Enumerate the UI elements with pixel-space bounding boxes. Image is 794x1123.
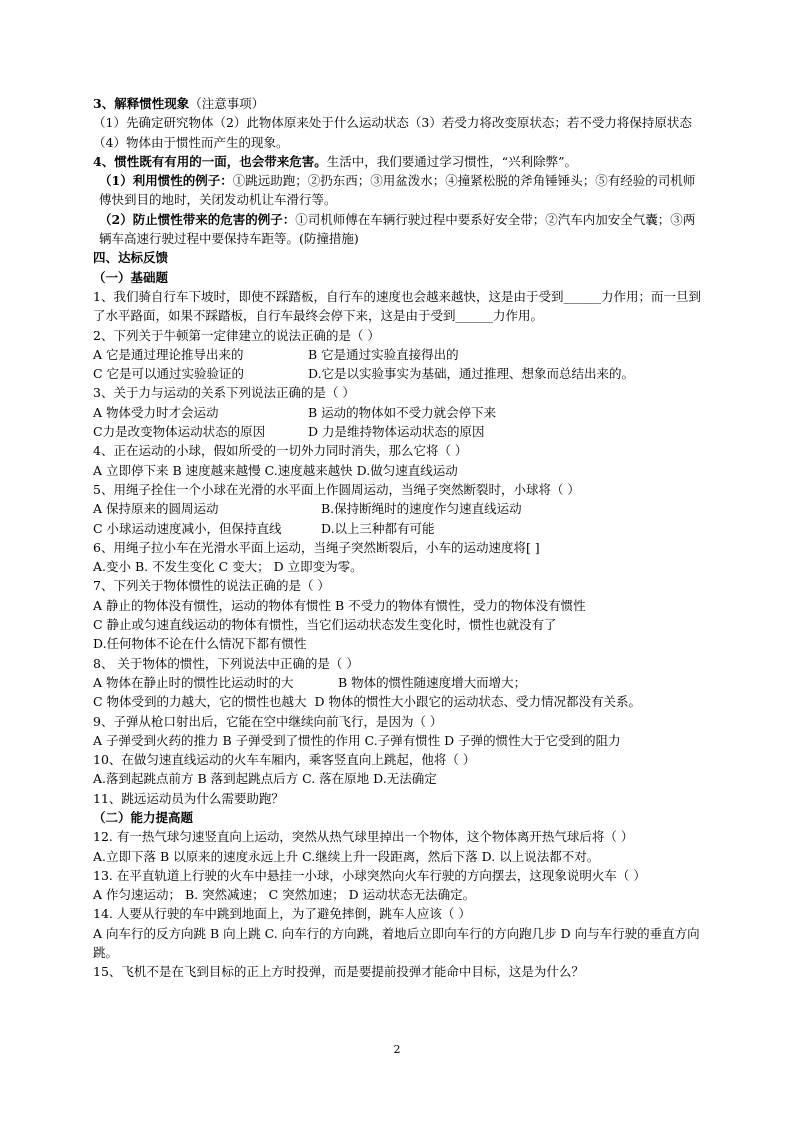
q2-option-b: B 它是通过实验直接得出的 <box>308 346 459 362</box>
basic-questions-title: （一）基础题 <box>93 269 169 285</box>
section-3-line-1: （1）先确定研究物体（2）此物体原来处于什么运动状态（3）若受力将改变原状态；若不受力将保持原状态 <box>93 115 692 131</box>
question-8-options-cd <box>93 692 705 711</box>
question-7-options-ab: A 静止的物体没有惯性，运动的物体有惯性 B 不受力的物体有惯性，受力的物体没有惯性 <box>93 597 586 613</box>
question-5-stem: 5、用绳子拴住一个小球在光滑的水平面上作圆周运动，当绳子突然断裂时，小球将（ ） <box>93 481 580 497</box>
question-7-stem: 7、下列关于物体惯性的说法正确的是（ ） <box>93 578 330 594</box>
question-2-stem: 2、下列关于牛顿第一定律建立的说法正确的是（ ） <box>93 327 380 343</box>
question-3-stem: 3、关于力与运动的关系下列说法正确的是（ ） <box>93 385 355 401</box>
question-13-options: A 作匀速运动； B. 突然减速； C 突然加速； D 运动状态无法确定。 <box>93 887 476 903</box>
question-4-stem: 4、正在运动的小球，假如所受的一切外力同时消失，那么它将（ ） <box>93 443 468 459</box>
inertia-harm-title: （2）防止惯性带来的危害的例子： <box>99 211 296 227</box>
q8-option-b: B 物体的惯性随速度增大而增大； <box>338 674 527 690</box>
q5-option-c: C 小球运动速度减小，但保持直线 <box>93 520 282 536</box>
page-number: 2 <box>393 1043 401 1056</box>
document-body <box>93 94 705 982</box>
inertia-harm-text: ①司机师傅在车辆行驶过程中要系好安全带；②汽车内加安全气囊；③两辆车高速行驶过程中要保持车距等。(防撞措施) <box>99 211 696 247</box>
question-5-options-cd <box>93 519 705 538</box>
question-10-stem: 10、在做匀速直线运动的火车车厢内，乘客竖直向上跳起，他将（ ） <box>93 752 476 768</box>
question-11: 11、跳远运动员为什么需要助跑？ <box>93 790 284 806</box>
question-4-options: A 立即停下来 B 速度越来越慢 C.速度越来越快 D.做匀速直线运动 <box>93 462 458 478</box>
question-8-stem: 8、 关于物体的惯性，下列说法中正确的是（ ） <box>93 655 359 671</box>
q8-option-c: C 物体受到的力越大，它的惯性也越大 <box>93 694 307 710</box>
q5-option-d: D.以上三种都有可能 <box>321 520 435 536</box>
section-3-heading <box>93 94 705 113</box>
question-7-option-c: C 静止或匀速直线运动的物体有惯性，当它们运动状态发生变化时，惯性也就没有了 <box>93 617 557 633</box>
question-6-options: A.变小 B. 不发生变化 C 变大； D 立即变为零。 <box>93 559 363 575</box>
section-3-note: （注意事项） <box>189 96 265 111</box>
question-2-options-ab <box>93 345 705 364</box>
question-9-stem: 9、子弹从枪口射出后，它能在空中继续向前飞行，是因为（ ） <box>93 713 443 729</box>
q8-option-d: D 物体的惯性大小跟它的运动状态、受力情况都没有关系。 <box>314 694 641 710</box>
question-7-option-d: D.任何物体不论在什么情况下都有惯性 <box>93 636 307 652</box>
question-15: 15、飞机不是在飞到目标的正上方时投弹，而是要提前投弹才能命中目标，这是为什么？ <box>93 964 584 980</box>
q5-option-a: A 保持原来的圆周运动 <box>93 501 219 517</box>
question-14-stem: 14. 人要从行驶的车中跳到地面上，为了避免摔倒，跳车人应该（ ） <box>93 906 471 922</box>
question-1: 1、我们骑自行车下坡时，即使不踩踏板，自行车的速度也会越来越快，这是由于受到______力作用；而一旦到了水平路面，如果不踩踏板，自行车最终会停下来，这是由于受到______力作用。 <box>93 288 701 324</box>
question-10-options: A.落到起跳点前方 B 落到起跳点后方 C. 落在原地 D.无法确定 <box>93 771 437 787</box>
inertia-harm-examples <box>93 210 705 249</box>
inertia-use-examples <box>93 171 705 210</box>
section-3-line-2: （4）物体由于惯性而产生的现象。 <box>93 134 289 150</box>
section-4-title: 4、惯性既有有用的一面，也会带来危害。 <box>93 153 327 169</box>
q2-option-d: D.它是以实验事实为基础，通过推理、想象而总结出来的。 <box>308 366 635 382</box>
question-8-options-ab <box>93 673 705 692</box>
question-13-stem: 13. 在平直轨道上行驶的火车中悬挂一小球，小球突然向火车行驶的方向摆去，这现象说明火车（ ） <box>93 867 646 883</box>
q3-option-d: D 力是维持物体运动状态的原因 <box>308 424 485 440</box>
q5-option-b: B.保持断绳时的速度作匀速直线运动 <box>321 501 522 517</box>
question-2-options-cd <box>93 364 705 383</box>
inertia-use-text: ①跳远助跑；②扔东西；③用盆泼水；④撞紧松脱的斧角锤锤头；⑤有经验的司机师傅快到目的地时，关闭发动机让车滑行等。 <box>99 173 696 208</box>
section-4-heading <box>93 152 705 171</box>
q3-option-a: A 物体受力时才会运动 <box>93 404 219 420</box>
q2-option-c: C 它是可以通过实验验证的 <box>93 366 245 382</box>
question-5-options-ab <box>93 499 705 518</box>
question-6-stem: 6、用绳子拉小车在光滑水平面上运动，当绳子突然断裂后，小车的运动速度将[ ] <box>93 539 540 555</box>
question-9-options: A 子弹受到火药的推力 B 子弹受到了惯性的作用 C.子弹有惯性 D 子弹的惯性大于它受到的阻力 <box>93 732 621 748</box>
q3-option-b: B 运动的物体如不受力就会停下来 <box>308 404 497 420</box>
q2-option-a: A 它是通过理论推导出来的 <box>93 346 244 362</box>
question-3-options-ab <box>93 403 705 422</box>
q3-option-c: C力是改变物体运动状态的原因 <box>93 424 266 440</box>
question-12-stem: 12. 有一热气球匀速竖直向上运动，突然从热气球里掉出一个物体，这个物体离开热气球后将（ ） <box>93 829 634 845</box>
question-3-options-cd <box>93 422 705 441</box>
inertia-use-title: （1）利用惯性的例子： <box>99 173 233 189</box>
section-feedback-title: 四、达标反馈 <box>93 250 169 266</box>
question-12-options: A.立即下落 B 以原来的速度永远上升 C.继续上升一段距离，然后下落 D. 以上说法都不对。 <box>93 848 600 864</box>
question-14-options: A 向车行的反方向跳 B 向上跳 C. 向车行的方向跳，着地后立即向车行的方向跑几步 D 向与车行驶的垂直方向跳。 <box>93 925 700 961</box>
section-3-title: 3、解释惯性现象 <box>93 96 190 111</box>
section-4-rest: 生活中，我们要通过学习惯性，“兴利除弊”。 <box>326 153 577 169</box>
advanced-questions-title: （二）能力提高题 <box>93 809 194 825</box>
q8-option-a: A 物体在静止时的惯性比运动时的大 <box>93 674 294 690</box>
